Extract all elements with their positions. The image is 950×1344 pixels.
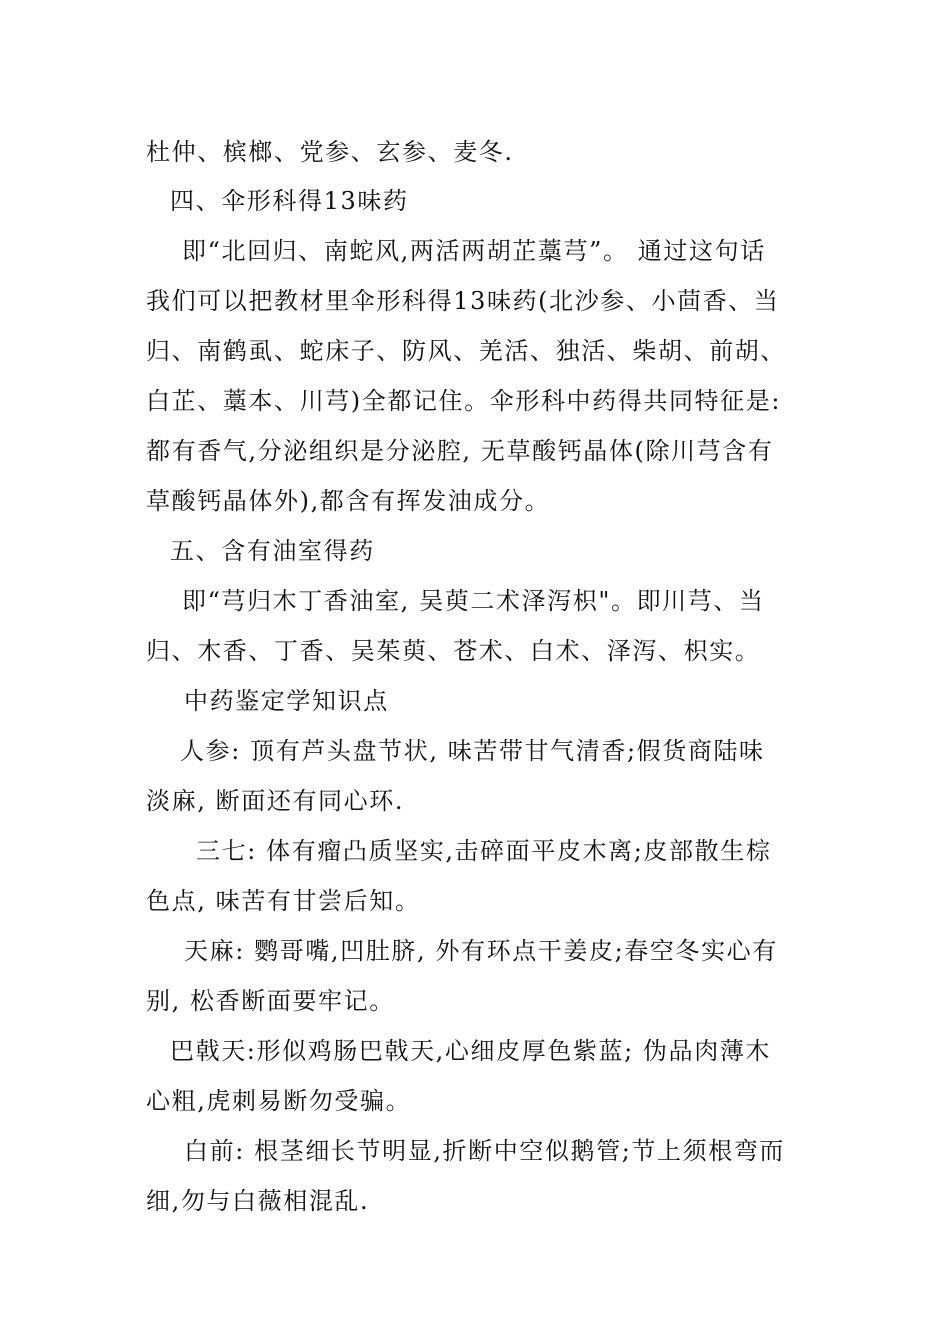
text-line: 巴戟天:形似鸡肠巴戟天,心细皮厚色紫蓝; 伪品肉薄木 — [170, 1037, 772, 1065]
section-heading: 四、伞形科得13味药 — [170, 187, 409, 215]
section-heading: 五、含有油室得药 — [170, 537, 375, 565]
text-line: 即“芎归木丁香油室, 吴萸二术泽泻枳"。即川芎、当 — [182, 587, 765, 615]
text-line: 天麻: 鹦哥嘴,凹肚脐, 外有环点干姜皮;春空冬实心有 — [184, 937, 778, 965]
text-line: 归、木香、丁香、吴茱萸、苍术、白术、泽泻、枳实。 — [146, 637, 761, 665]
text-line: 细,勿与白薇相混乱. — [146, 1187, 370, 1215]
text-line: 草酸钙晶体外),都含有挥发油成分。 — [146, 487, 551, 515]
text-line: 白前: 根茎细长节明显,折断中空似鹅管;节上须根弯而 — [184, 1137, 786, 1165]
text-line: 心粗,虎刺易断勿受骗。 — [146, 1087, 412, 1115]
text-line: 三七: 体有瘤凸质坚实,击碎面平皮木离;皮部散生棕 — [196, 837, 772, 865]
text-line: 归、南鹤虱、蛇床子、防风、羌活、独活、柴胡、前胡、 — [146, 337, 786, 365]
text-line: 淡麻, 断面还有同心环. — [146, 787, 405, 815]
text-line: 杜仲、槟榔、党参、玄参、麦冬. — [146, 138, 514, 166]
section-heading: 中药鉴定学知识点 — [184, 687, 389, 715]
text-line: 即“北回归、南蛇风,两活两胡芷藁芎”。 通过这句话 — [182, 237, 766, 265]
text-line: 色点, 味苦有甘尝后知。 — [146, 887, 421, 915]
text-line: 我们可以把教材里伞形科得13味药(北沙参、小茴香、当 — [146, 287, 780, 315]
text-line: 白芷、藁本、川芎)全都记住。伞形科中药得共同特征是: — [146, 387, 782, 415]
text-line: 人参: 顶有芦头盘节状, 味苦带甘气清香;假货商陆味 — [180, 737, 765, 765]
text-line: 别, 松香断面要牢记。 — [146, 987, 395, 1015]
text-line: 都有香气,分泌组织是分泌腔, 无草酸钙晶体(除川芎含有 — [146, 437, 774, 465]
